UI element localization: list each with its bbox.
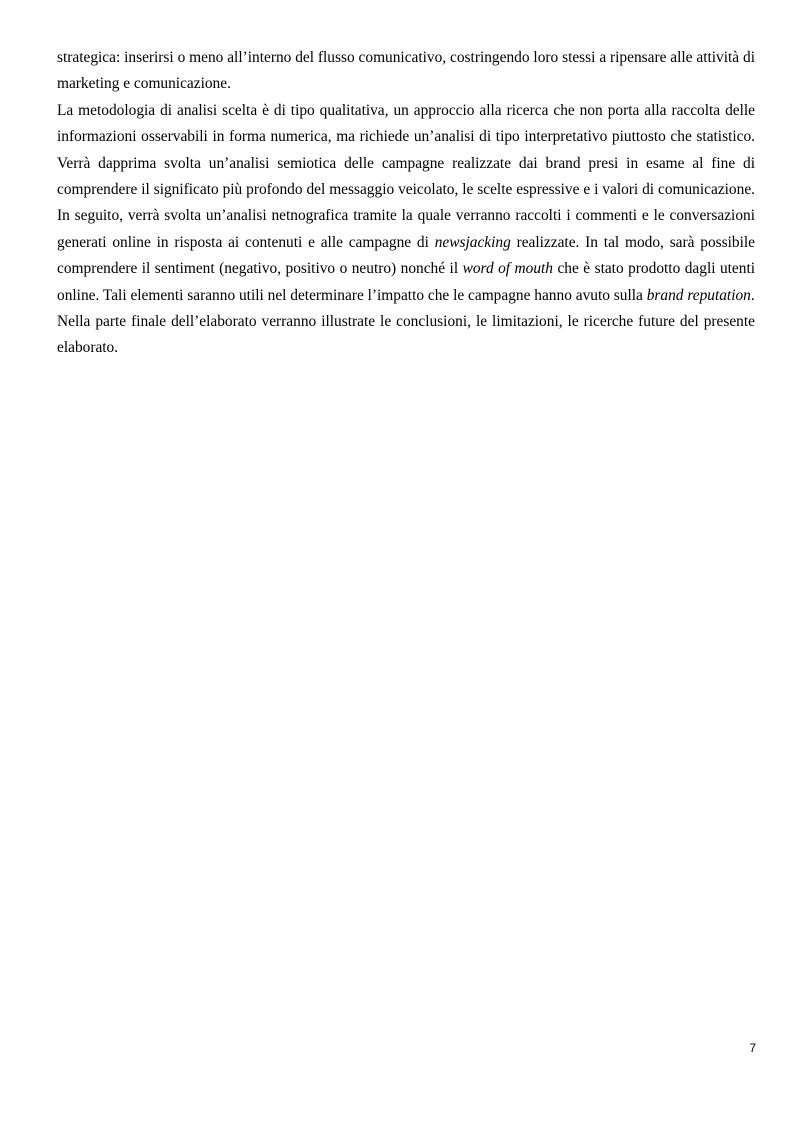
text-segment: Nella parte finale dell’elaborato verranno illustrate le conclusioni, le limitazioni, le ricerche future del presente elaborato. <box>57 313 755 357</box>
page-number: 7 <box>749 1041 756 1055</box>
text-segment: La metodologia di analisi scelta è di tipo qualitativa, un approccio alla ricerca che non porta alla raccolta delle informazioni osservabili in forma numerica, ma richiede un’analisi di tipo interpretativo piuttosto che statistico. Verrà dapprima svolta un’analisi semiotica delle campagne realizzate dai brand presi in esame al fine di comprendere il significato più profondo del messaggio veicolato, le scelte espressive e i valori di comunicazione. In seguito, verrà svolta un’analisi netnografica tramite la quale verranno raccolti i commenti e le conversazioni generati online in risposta ai contenuti e alle campagne di <box>57 101 755 251</box>
page-body <box>57 45 755 362</box>
text-segment: realizzate. In tal modo, sarà possibile comprendere il sentiment (negativo, positivo o neutro) nonché il <box>57 233 755 278</box>
paragraph-conclusioni <box>57 309 755 362</box>
italic-term-brand-reputation: brand reputation <box>646 286 751 304</box>
text-segment: . <box>750 286 755 304</box>
text-segment: strategica: inserirsi o meno all’interno del flusso comunicativo, costringendo loro stessi a ripensare alle attività di marketing e comunicazione. <box>57 49 755 93</box>
text-segment: che è stato prodotto dagli utenti online. Tali elementi saranno utili nel determinare l’impatto che le campagne hanno avuto sulla <box>57 260 756 304</box>
paragraph-strategica <box>57 45 755 98</box>
italic-term-word-of-mouth: word of mouth <box>462 260 554 278</box>
italic-term-newsjacking: newsjacking <box>434 233 511 251</box>
paragraph-metodologia <box>57 98 755 309</box>
